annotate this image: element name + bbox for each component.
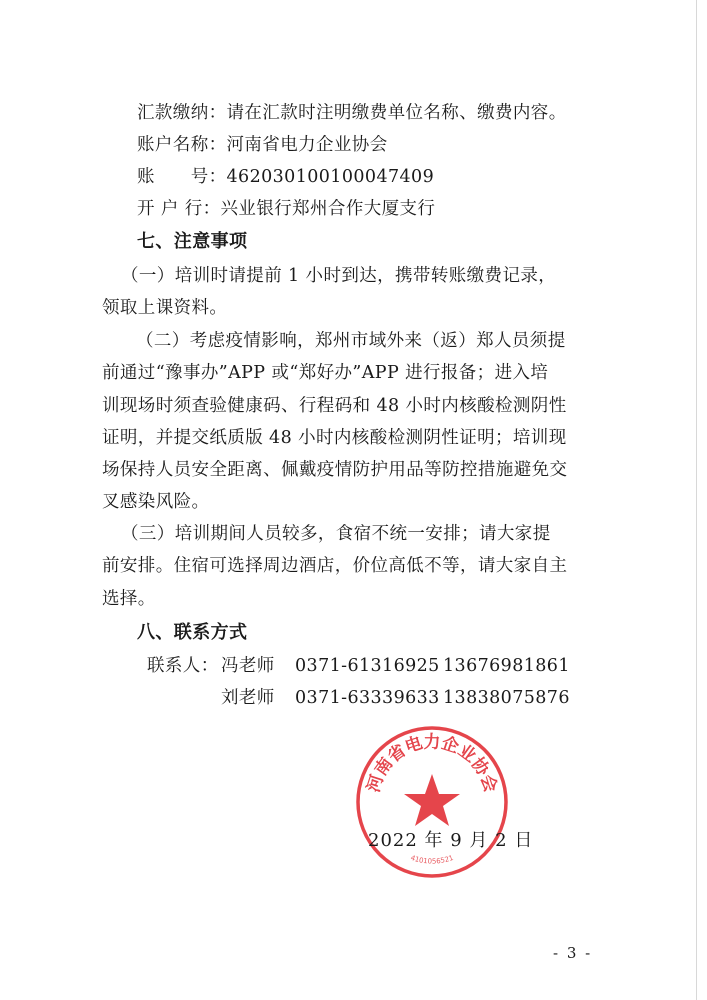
document-date: 2022 年 9 月 2 日 xyxy=(368,830,534,851)
account-name-label: 账户名称： xyxy=(137,135,227,155)
page-number: - 3 - xyxy=(553,944,593,962)
item2-line5: 场保持人员安全距离、佩戴疫情防护用品等防控措施避免交 xyxy=(102,460,568,480)
scan-edge-line xyxy=(696,0,697,1000)
official-seal xyxy=(352,722,512,882)
contact-name: 刘老师 xyxy=(221,688,275,708)
account-number-label: 账 号： xyxy=(137,167,227,187)
bank-line xyxy=(137,197,435,221)
item2-line1: （二）考虑疫情影响，郑州市域外来（返）郑人员须提 xyxy=(136,331,566,351)
item1-line1: （一）培训时请提前 1 小时到达，携带转账缴费记录， xyxy=(121,266,557,286)
account-number-value: 462030100100047409 xyxy=(226,167,435,187)
contact-name: 冯老师 xyxy=(221,656,275,676)
contact-phone: 0371-61316925 xyxy=(295,656,440,676)
contact-label: 联系人： xyxy=(147,656,219,676)
contact-mobile: 13676981861 xyxy=(443,656,570,676)
account-number-line xyxy=(137,165,434,189)
item2-line4: 证明，并提交纸质版 48 小时内核酸检测阴性证明；培训现 xyxy=(102,428,567,448)
contact-row xyxy=(147,654,570,678)
section8-heading: 八、联系方式 xyxy=(137,622,248,643)
contact-phone: 0371-63339633 xyxy=(295,688,440,708)
bank-label: 开 户 行： xyxy=(137,199,221,219)
item3-line2: 前安排。住宿可选择周边酒店，价位高低不等，请大家自主 xyxy=(102,556,568,576)
contact-mobile: 13838075876 xyxy=(443,688,570,708)
seal-text: 河南省电力企业协会 xyxy=(363,732,501,795)
item3-line1: （三）培训期间人员较多，食宿不统一安排；请大家提 xyxy=(121,524,551,544)
bank-value: 兴业银行郑州合作大厦支行 xyxy=(220,199,436,219)
seal-star-icon xyxy=(404,774,460,826)
section7-heading: 七、注意事项 xyxy=(137,231,248,252)
account-name-line xyxy=(137,133,388,157)
seal-code: 4101056521 xyxy=(409,853,455,866)
item2-line3: 训现场时须查验健康码、行程码和 48 小时内核酸检测阴性 xyxy=(102,396,567,416)
remit-label: 汇款缴纳： xyxy=(137,103,227,123)
item2-line2: 前通过“豫事办”APP 或“郑好办”APP 进行报备；进入培 xyxy=(102,363,549,383)
remit-line xyxy=(137,101,567,125)
item2-line6: 叉感染风险。 xyxy=(102,492,210,512)
account-name-value: 河南省电力企业协会 xyxy=(226,135,388,155)
item3-line3: 选择。 xyxy=(102,589,156,609)
remit-text: 请在汇款时注明缴费单位名称、缴费内容。 xyxy=(226,103,567,123)
contact-row xyxy=(221,686,570,710)
item1-line2: 领取上课资料。 xyxy=(102,298,228,318)
